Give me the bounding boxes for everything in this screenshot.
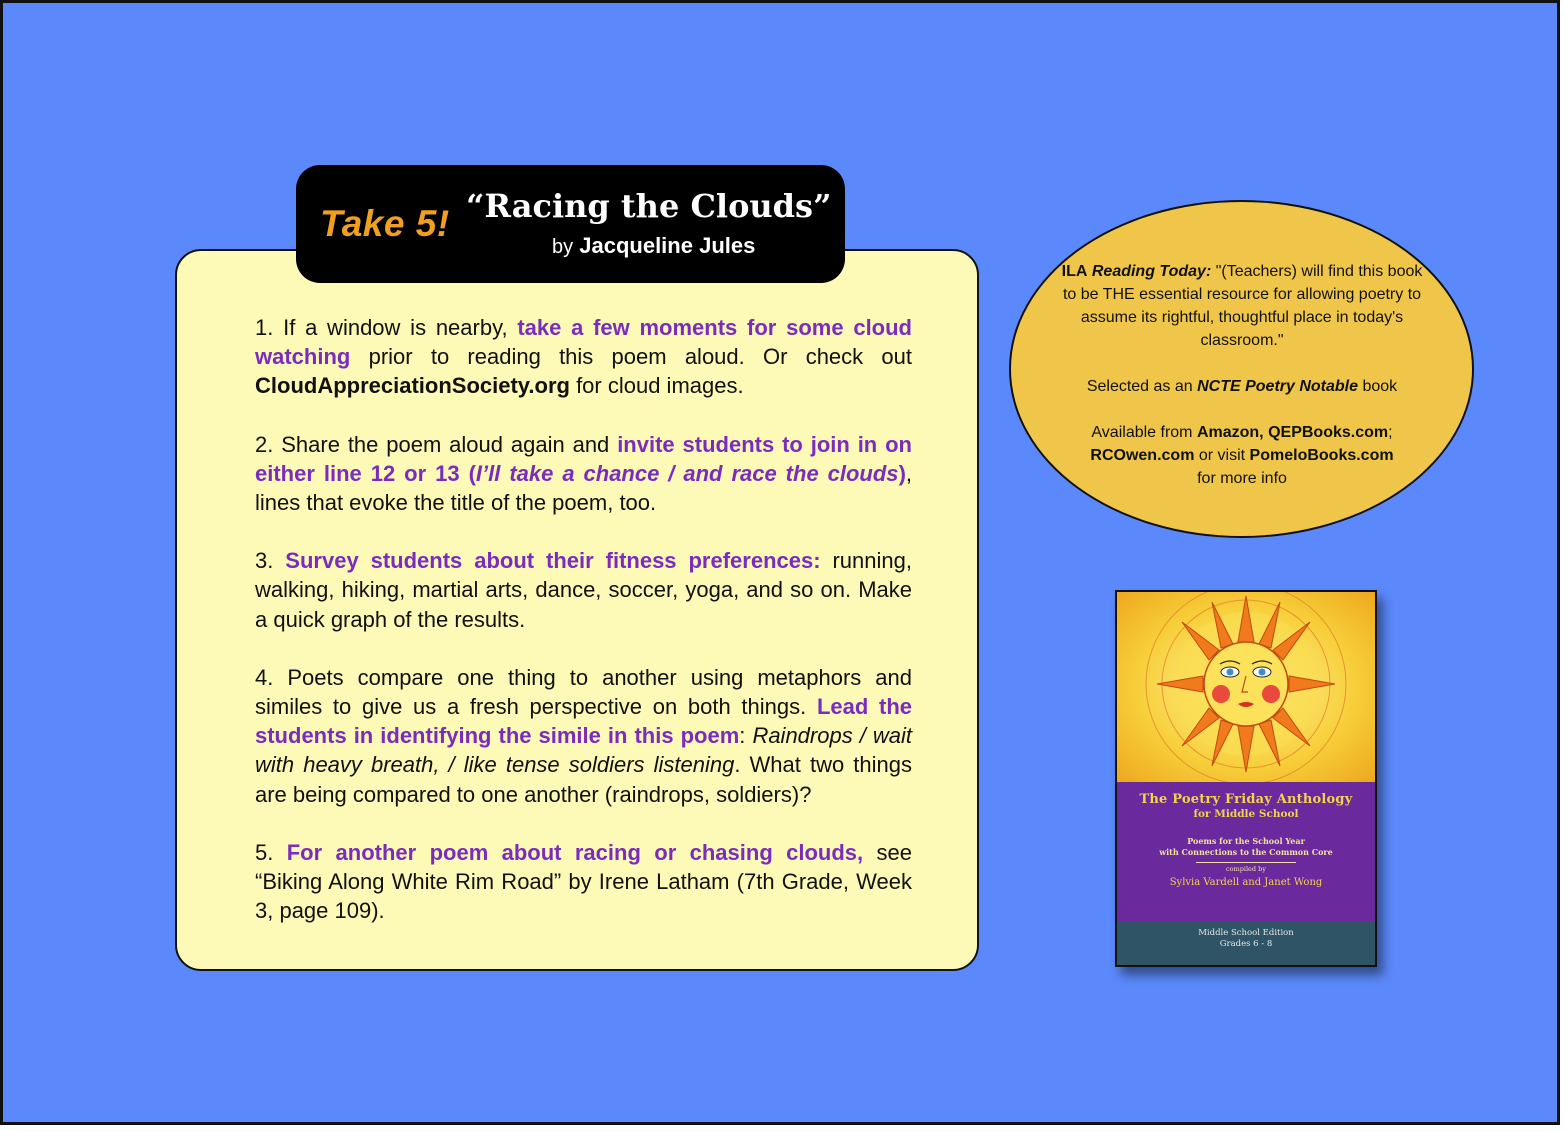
highlight-text: Lead the students in identifying the simile in this poem [255, 694, 913, 749]
review-oval [1009, 200, 1474, 538]
award-line [1059, 375, 1425, 398]
availability-text: ; [1388, 424, 1393, 441]
item-text: for cloud images. [569, 373, 744, 399]
publication-name: Reading Today: [1091, 263, 1212, 280]
item-text: see “Biking Along White Rim Road” by Irene Latham (7th Grade, Week 3, page 109). [255, 839, 912, 924]
item-text: If a window is nearby, [273, 315, 518, 340]
store-link[interactable]: RCOwen.com [1090, 447, 1195, 464]
book-authors: Sylvia Vardell and Janet Wong [1169, 877, 1323, 888]
review-text [1059, 260, 1425, 513]
item-text: running, walking, hiking, martial arts, dance, soccer, yoga, and so on. Make a quick graph of the results. [255, 548, 912, 632]
store-link[interactable]: PomeloBooks.com [1249, 447, 1394, 464]
book-footer [1117, 922, 1375, 965]
title-banner [296, 165, 845, 283]
item-text: Share the poem aloud again and [273, 431, 618, 457]
activity-list [255, 313, 912, 954]
book-cover[interactable] [1115, 590, 1377, 967]
availability-text: Available from [1091, 424, 1197, 441]
list-item [255, 838, 912, 926]
award-name: NCTE Poetry Notable [1197, 378, 1359, 395]
take5-label: Take 5! [320, 203, 450, 244]
availability-text: for more info [1197, 470, 1287, 487]
poem-quote: I’ll take a chance / and race the clouds [475, 460, 899, 486]
item-text: . What two things are being compared to one another (raindrops, soldiers)? [255, 752, 912, 807]
item-number: 2. [255, 431, 274, 457]
book-desc-line: with Connections to the Common Core [1159, 847, 1333, 857]
highlight-text: For another poem about racing or chasing clouds, [273, 839, 864, 865]
highlight-text: take a few moments for some cloud watching [255, 315, 912, 370]
item-text: , lines that evoke the title of the poem, too. [255, 460, 913, 516]
item-text: Poets compare one thing to another using metaphors and similes to give us a fresh perspective on both things. [255, 664, 912, 720]
availability-text: or visit [1194, 447, 1250, 464]
item-number: 5. [255, 839, 274, 865]
list-item [255, 546, 912, 634]
item-number: 3. [255, 548, 274, 574]
list-item [255, 313, 912, 401]
author-name: Jacqueline Jules [579, 233, 756, 258]
org-name: ILA [1061, 263, 1088, 280]
sun-illustration [1117, 592, 1375, 782]
item-number: 4. [255, 664, 274, 690]
grades-label: Grades 6 - 8 [1219, 939, 1273, 949]
byline [552, 233, 755, 259]
edition-label: Middle School Edition [1198, 928, 1294, 938]
highlight-text: Survey students about their fitness preferences: [273, 548, 821, 574]
item-text: : [739, 723, 753, 749]
availability-line [1059, 421, 1425, 490]
poem-quote: Raindrops / wait with heavy breath, / like tense soldiers listening [255, 723, 912, 778]
review-quote [1059, 260, 1425, 352]
item-number: 1. [255, 315, 274, 340]
activity-card [175, 249, 979, 971]
award-text: Selected as an [1086, 378, 1198, 395]
quote-text: "(Teachers) will find this book to be THE essential resource for allowing poetry to assume its rightful, thoughtful place in today's classroom." [1062, 263, 1423, 349]
poem-title: “Racing the Clouds” [466, 187, 832, 225]
item-text: prior to reading this poem aloud. Or check out [350, 344, 912, 370]
book-description [1117, 836, 1375, 858]
list-item [255, 430, 912, 518]
list-item [255, 663, 912, 809]
award-text: book [1358, 378, 1398, 395]
website-link[interactable]: CloudAppreciationSociety.org [255, 373, 570, 399]
book-subtitle: for Middle School [1193, 808, 1299, 820]
highlight-text: ) [898, 460, 906, 486]
divider [1196, 862, 1296, 863]
store-link[interactable]: Amazon, QEPBooks.com [1196, 424, 1389, 441]
book-title-band [1117, 782, 1375, 922]
compiled-by-label: compiled by [1226, 865, 1266, 873]
book-desc-line: Poems for the School Year [1187, 836, 1305, 846]
highlight-text: invite students to join in on either line 12 or 13 ( [255, 431, 912, 486]
book-title: The Poetry Friday Anthology [1139, 792, 1353, 807]
by-label: by [552, 236, 574, 258]
